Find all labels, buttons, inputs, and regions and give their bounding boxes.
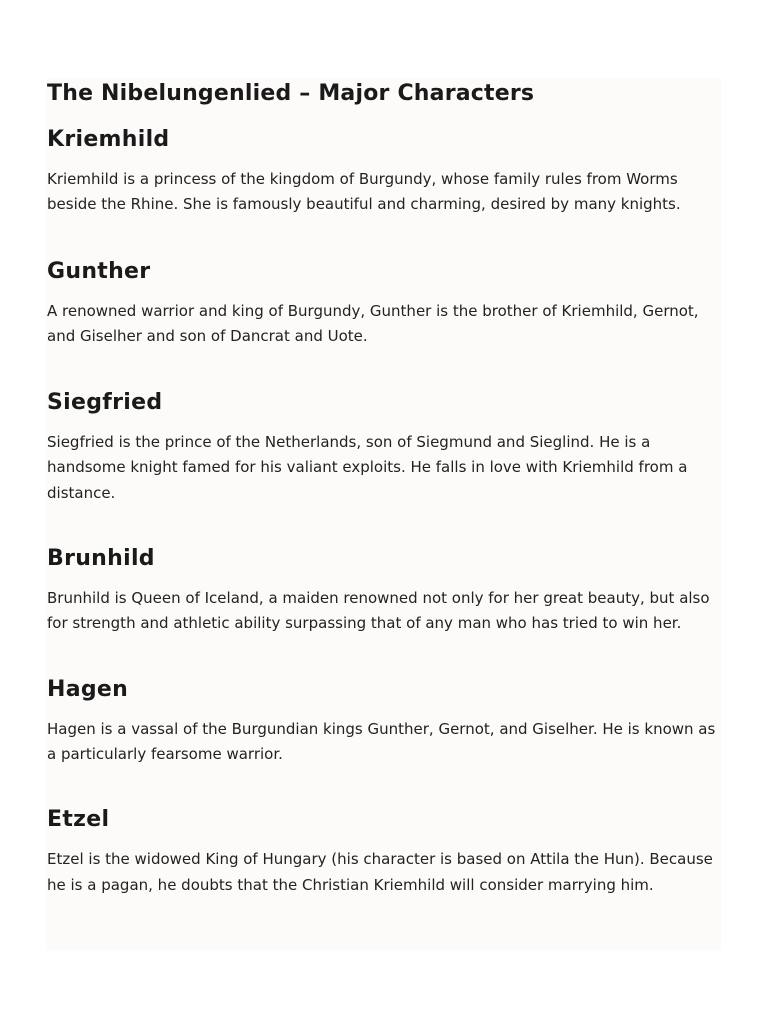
- section-heading: Hagen: [47, 676, 129, 702]
- document: [47, 78, 727, 898]
- section-heading: Brunhild: [47, 546, 155, 572]
- section-body: Etzel is the widowed King of Hungary (his character is based on Attila the Hun). Because he is a pagan, he doubts that the Christian Kriemhild will consider marrying him.: [47, 850, 713, 894]
- section-body: Brunhild is Queen of Iceland, a maiden renowned not only for her great beauty, but also for strength and athletic ability surpassing that of any man who has tried to win her.: [47, 589, 710, 633]
- section-body: Kriemhild is a princess of the kingdom of Burgundy, whose family rules from Worms beside the Rhine. She is famously beautiful and charming, desired by many knights.: [47, 170, 681, 214]
- document-title: The Nibelungenlied – Major Characters: [47, 81, 535, 106]
- section-kriemhild: [47, 125, 727, 218]
- section-siegfried: [47, 388, 727, 506]
- section-heading: Kriemhild: [47, 127, 170, 152]
- section-body: Hagen is a vassal of the Burgundian kings Gunther, Gernot, and Giselher. He is known as a particularly fearsome warrior.: [47, 719, 716, 763]
- section-etzel: [47, 805, 727, 898]
- section-hagen: [47, 675, 727, 768]
- section-gunther: [47, 257, 727, 350]
- section-heading: Etzel: [47, 807, 110, 833]
- section-brunhild: [47, 544, 727, 637]
- section-body: A renowned warrior and king of Burgundy, Gunther is the brother of Kriemhild, Gernot, and Giselher and son of Dancrat and Uote.: [47, 301, 699, 345]
- section-body: Siegfried is the prince of the Netherlands, son of Siegmund and Sieglind. He is a handsome knight famed for his valiant exploits. He falls in love with Kriemhild from a distance.: [47, 433, 688, 502]
- section-heading: Gunther: [47, 258, 151, 284]
- section-heading: Siegfried: [47, 390, 163, 416]
